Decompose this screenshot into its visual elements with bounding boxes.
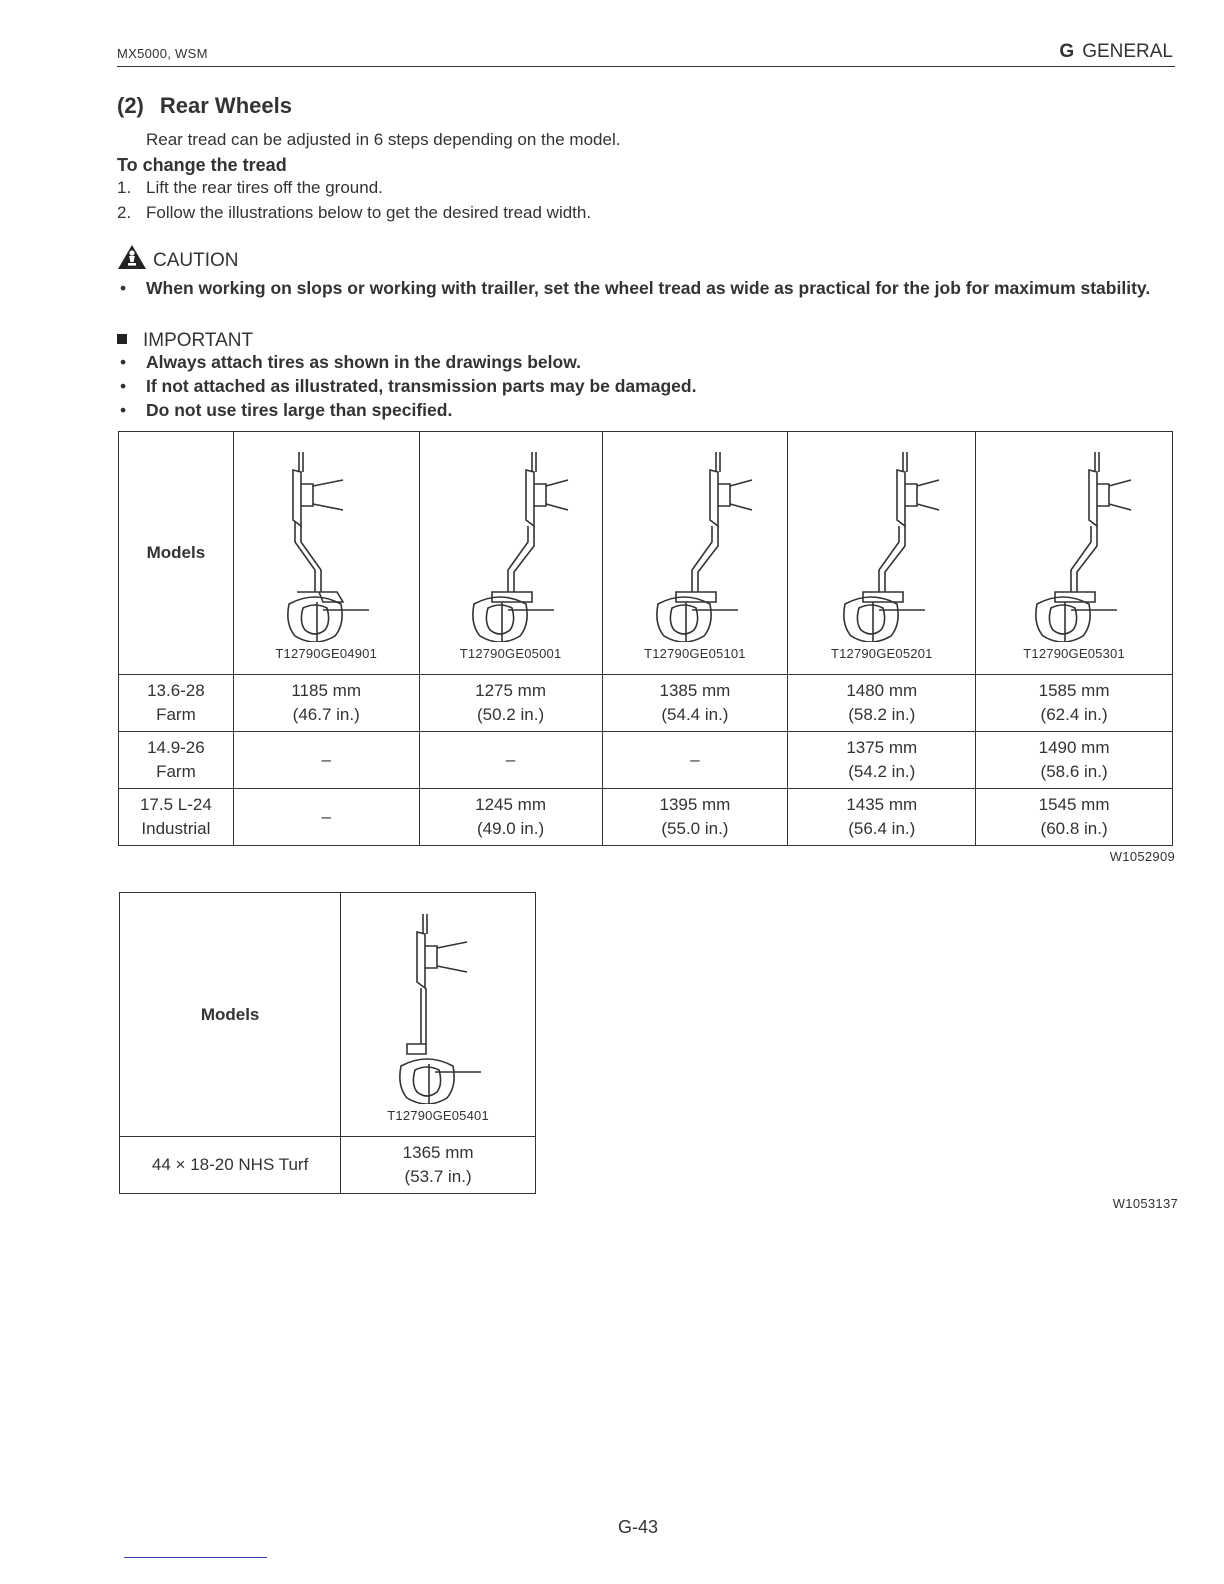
figure-cell (788, 432, 976, 675)
caution-heading (117, 244, 239, 272)
doc-id: MX5000, WSM (117, 46, 208, 61)
tread-value: 1365 mm (53.7 in.) (341, 1137, 536, 1194)
step-text: Lift the rear tires off the ground. (146, 178, 383, 197)
figure-code: T12790GE05101 (644, 646, 746, 661)
section-title (117, 93, 292, 119)
turf-tread-table (119, 892, 536, 1194)
model-cell: 17.5 L-24 Industrial (119, 789, 234, 846)
tread-value: – (419, 732, 602, 789)
table-row (119, 789, 1173, 846)
figure-row (119, 432, 1173, 675)
page-number: G-43 (618, 1517, 659, 1537)
tread-value: 1185 mm (46.7 in.) (233, 675, 419, 732)
section-title-text: Rear Wheels (159, 93, 292, 118)
figure-code: T12790GE05201 (830, 646, 933, 661)
wheel-diagram (363, 904, 513, 1104)
section-number: (2) (117, 93, 144, 118)
tread-value: 1275 mm (50.2 in.) (419, 675, 602, 732)
important-item: • If not attached as illustrated, transmission parts may be damaged. (120, 376, 697, 396)
important-item: • Do not use tires large than specified. (120, 400, 453, 420)
wheel-diagram (999, 442, 1149, 642)
figure-cell (233, 432, 419, 675)
wheel-diagram (620, 442, 770, 642)
tread-value: 1490 mm (58.6 in.) (976, 732, 1173, 789)
tread-value: – (233, 789, 419, 846)
important-item-text: Do not use tires large than specified. (146, 400, 453, 420)
tread-value: 1385 mm (54.4 in.) (602, 675, 788, 732)
section-label (1059, 41, 1173, 63)
tread-value: – (233, 732, 419, 789)
models-header: Models (120, 893, 341, 1137)
important-item: • Always attach tires as shown in the drawings below. (120, 352, 582, 372)
step-text: Follow the illustrations below to get the desired tread width. (146, 203, 592, 222)
tread-value: 1375 mm (54.2 in.) (788, 732, 976, 789)
important-label: IMPORTANT (143, 330, 254, 351)
warning-triangle-icon (117, 244, 147, 270)
figure-cell (602, 432, 788, 675)
tread-value: 1480 mm (58.2 in.) (788, 675, 976, 732)
important-item-text: Always attach tires as shown in the drawings below. (146, 352, 582, 372)
square-bullet-icon (117, 334, 127, 344)
model-cell: 13.6-28 Farm (119, 675, 234, 732)
model-cell: 44 × 18-20 NHS Turf (120, 1137, 341, 1194)
tread-value: 1395 mm (55.0 in.) (602, 789, 788, 846)
figure-cell (341, 893, 536, 1137)
reference-code: W1053137 (1112, 1196, 1178, 1211)
tread-table (118, 431, 1173, 846)
tread-value: 1545 mm (60.8 in.) (976, 789, 1173, 846)
caution-text: When working on slops or working with trailler, set the wheel tread as wide as practical for the job for maximum stability. (146, 278, 1151, 298)
models-header: Models (119, 432, 234, 675)
procedure-heading: To change the tread (117, 155, 287, 175)
page-header (117, 40, 1175, 67)
step-number: 1. (117, 178, 132, 197)
tread-value: 1245 mm (49.0 in.) (419, 789, 602, 846)
important-heading (117, 330, 253, 352)
section-letter: G (1059, 41, 1075, 62)
intro-text: Rear tread can be adjusted in 6 steps depending on the model. (146, 130, 621, 149)
footer-divider (124, 1557, 267, 1558)
figure-code: T12790GE05001 (459, 646, 562, 661)
figure-code: T12790GE05301 (1023, 646, 1125, 661)
important-item-text: If not attached as illustrated, transmission parts may be damaged. (146, 376, 697, 396)
table-row (119, 675, 1173, 732)
figure-code: T12790GE04901 (275, 646, 378, 661)
step-number: 2. (117, 203, 132, 222)
table-row (119, 732, 1173, 789)
figure-code: T12790GE05401 (387, 1107, 489, 1123)
reference-code: W1052909 (1109, 849, 1175, 864)
tread-value: 1435 mm (56.4 in.) (788, 789, 976, 846)
figure-row (120, 893, 536, 1137)
model-cell: 14.9-26 Farm (119, 732, 234, 789)
caution-item: • When working on slops or working with trailler, set the wheel tread as wide as practical for the job for maximum stability. (120, 278, 1151, 298)
tread-value: 1585 mm (62.4 in.) (976, 675, 1173, 732)
figure-cell (976, 432, 1173, 675)
caution-label: CAUTION (153, 250, 239, 271)
wheel-diagram (436, 442, 586, 642)
section-name: GENERAL (1082, 41, 1173, 62)
figure-cell (419, 432, 602, 675)
tread-value: – (602, 732, 788, 789)
table-row (120, 1137, 536, 1194)
procedure-step (117, 203, 591, 223)
procedure-step (117, 178, 383, 198)
wheel-diagram (807, 442, 957, 642)
wheel-diagram (251, 442, 401, 642)
